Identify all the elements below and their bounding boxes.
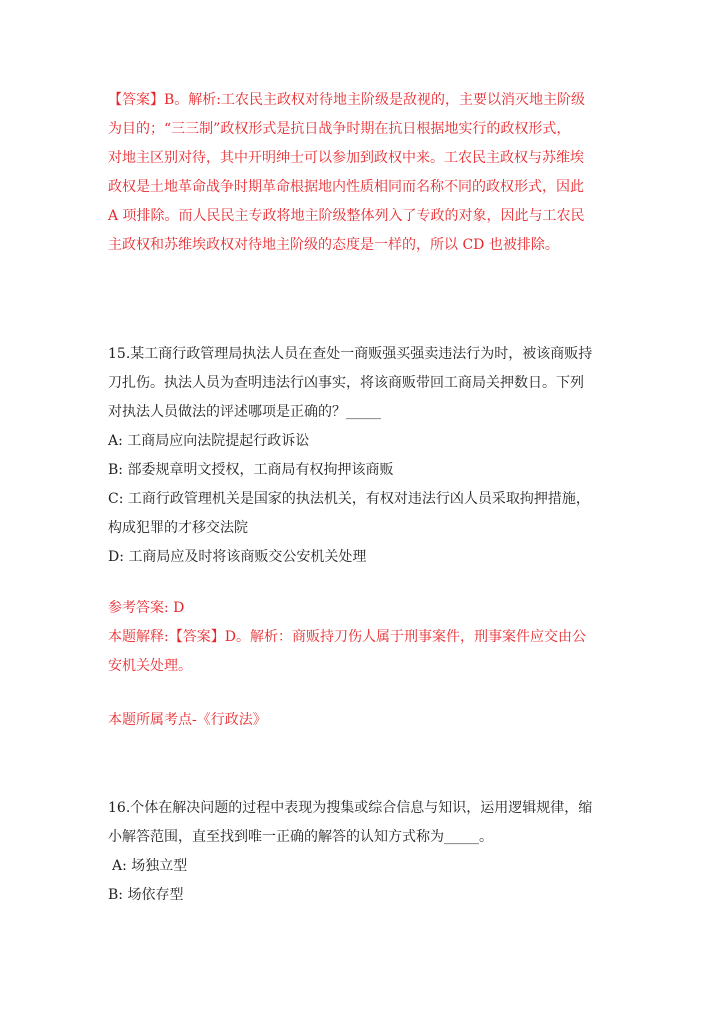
answer-line: 对地主区别对待，其中开明绅士可以参加到政权中来。工农民主政权与苏维埃 [108, 150, 584, 166]
answer-line: 主政权和苏维埃政权对待地主阶级的态度是一样的，所以 CD 也被排除。 [108, 237, 559, 253]
question-stem-line: 对执法人员做法的评述哪项是正确的？_____ [108, 404, 381, 420]
answer-line: 【答案】B。解析:工农民主政权对待地主阶级是敌视的，主要以消灭地主阶级 [108, 92, 586, 108]
option-b: B: 部委规章明文授权，工商局有权拘押该商贩 [108, 462, 394, 478]
question-15-answer [108, 594, 618, 681]
option-b: B: 场依存型 [108, 887, 184, 903]
question-stem-line: 刀扎伤。执法人员为查明违法行凶事实，将该商贩带回工商局关押数日。下列 [108, 375, 584, 391]
option-c-continued: 构成犯罪的才移交法院 [108, 520, 248, 536]
explanation-line: 本题解释:【答案】D。解析：商贩持刀伤人属于刑事案件，刑事案件应交由公 [108, 629, 586, 645]
question-stem-line: 16.个体在解决问题的过程中表现为搜集或综合信息与知识，运用逻辑规律，缩 [108, 800, 593, 816]
question-16 [108, 794, 618, 910]
option-a: A: 场独立型 [112, 858, 188, 874]
option-c: C: 工商行政管理机关是国家的执法机关，有权对违法行凶人员采取拘押措施， [108, 491, 590, 507]
question-15 [108, 340, 618, 572]
option-d: D: 工商局应及时将该商贩交公安机关处理 [108, 549, 367, 565]
question-15-topic [108, 706, 618, 735]
question-stem-line: 15.某工商行政管理局执法人员在查处一商贩强买强卖违法行为时，被该商贩持 [108, 346, 593, 362]
question-stem-line: 小解答范围，直至找到唯一正确的解答的认知方式称为_____。 [108, 829, 493, 845]
answer-line: A 项排除。而人民民主专政将地主阶级整体列入了专政的对象，因此与工农民 [108, 208, 585, 224]
option-a: A: 工商局应向法院提起行政诉讼 [108, 433, 310, 449]
answer-line: 为目的；“三三制”政权形式是抗日战争时期在抗日根据地实行的政权形式， [108, 121, 571, 137]
explanation-line: 安机关处理。 [108, 658, 192, 674]
prev-answer-explanation [108, 86, 618, 260]
answer-line: 政权是土地革命战争时期革命根据地内性质相同而名称不同的政权形式，因此 [108, 179, 584, 195]
reference-answer: 参考答案: D [108, 600, 185, 616]
topic-label: 本题所属考点-《行政法》 [108, 712, 267, 728]
